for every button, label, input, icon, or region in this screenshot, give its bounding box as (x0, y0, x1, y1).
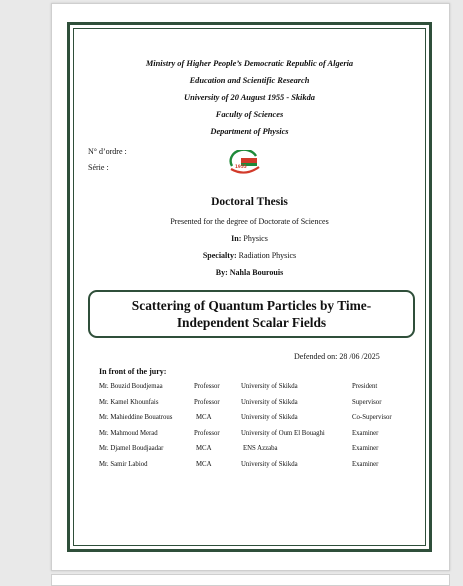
jury-row (70, 383, 429, 393)
by-label: By: (215, 268, 228, 277)
jury-institution: University of Skikda (241, 383, 298, 390)
specialty-value: Radiation Physics (238, 251, 297, 260)
logo-year: 1955 (235, 164, 247, 169)
jury-name: Mr. Djamel Boudjaadar (99, 445, 164, 453)
jury-role: Examiner (352, 445, 379, 453)
jury-name: Mr. Mahmoud Merad (99, 429, 158, 437)
jury-heading: In front of the jury: (99, 367, 167, 376)
jury-role: Examiner (352, 429, 379, 437)
jury-institution: University of Skikda (241, 414, 298, 422)
ordre-label: N° d’ordre : (88, 147, 127, 156)
thesis-title: Scattering of Quantum Particles by Time-Independent Scalar Fields (88, 290, 415, 338)
thesis-type: Doctoral Thesis (211, 196, 288, 208)
specialty-label: Specialty: (202, 251, 237, 260)
jury-rank: MCA (196, 445, 212, 453)
jury-role: President (352, 383, 378, 390)
jury-rank: MCA (196, 414, 212, 422)
jury-row (70, 461, 429, 471)
in-value: Physics (243, 234, 268, 243)
thesis-field (70, 234, 429, 243)
jury-row (70, 430, 429, 440)
header-department: Department of Physics (210, 127, 289, 136)
jury-rank: Professor (194, 429, 220, 437)
serie-label: Série : (88, 163, 109, 172)
jury-rank: Professor (194, 398, 220, 406)
jury-institution: University of Oum El Bouaghi (241, 429, 325, 437)
header-ministry: Ministry of Higher People’s Democratic Republic of Algeria (145, 59, 354, 68)
jury-name: Mr. Samir Labiod (99, 461, 148, 468)
jury-row (70, 399, 429, 409)
thesis-presented: Presented for the degree of Doctorate of Sciences (170, 217, 329, 226)
university-logo (228, 150, 262, 176)
by-value: Nahla Bourouis (229, 268, 284, 277)
jury-name: Mr. Mahieddine Bouatrous (99, 414, 173, 422)
thesis-specialty (70, 251, 429, 260)
jury-row (70, 445, 429, 455)
header-university: University of 20 August 1955 - Skikda (184, 93, 315, 102)
jury-role: Examiner (352, 461, 379, 468)
jury-name: Mr. Bouzid Boudjemaa (99, 383, 163, 390)
header-education: Education and Scientific Research (189, 76, 310, 85)
jury-institution: ENS Azzaba (243, 445, 278, 453)
thesis-author (70, 268, 429, 277)
jury-role: Co-Supervisor (352, 414, 392, 422)
jury-institution: University of Skikda (241, 398, 298, 406)
next-page-edge (51, 574, 450, 586)
jury-rank: MCA (196, 461, 212, 468)
defense-date: Defended on: 28 /06 /2025 (294, 352, 380, 361)
jury-institution: University of Skikda (241, 461, 298, 468)
jury-name: Mr. Kamel Khounfais (99, 398, 159, 406)
in-label: In: (231, 234, 242, 243)
jury-rank: Professor (194, 383, 220, 390)
page-border (67, 22, 432, 552)
jury-row (70, 414, 429, 424)
header-faculty: Faculty of Sciences (215, 110, 284, 119)
jury-role: Supervisor (352, 398, 382, 406)
document-page (51, 3, 450, 571)
